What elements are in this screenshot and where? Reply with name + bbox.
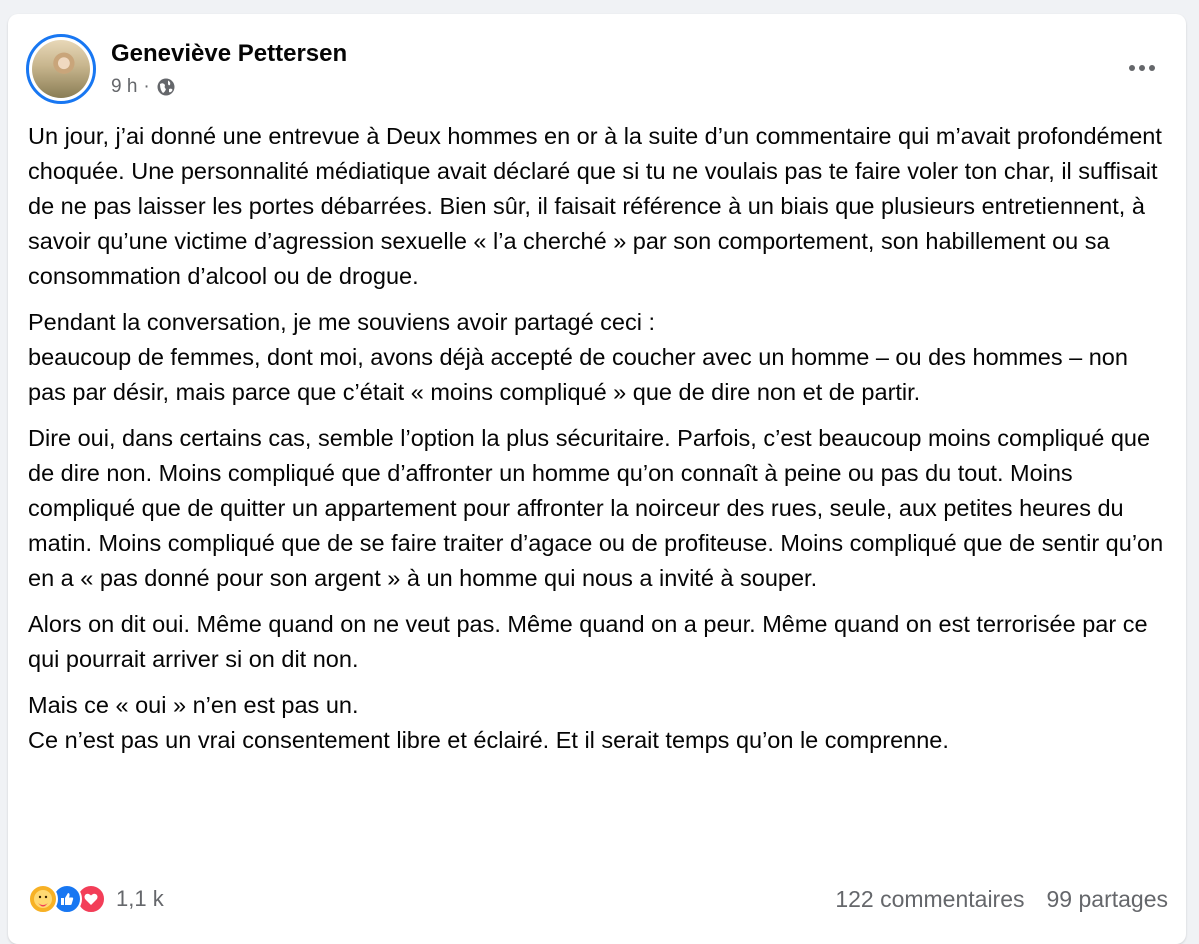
author-name[interactable]: Geneviève Pettersen	[111, 40, 348, 67]
globe-icon[interactable]	[156, 77, 176, 97]
post-card	[8, 14, 1186, 944]
comments-count[interactable]: 122 commentaires	[835, 885, 1025, 912]
reactions-summary[interactable]	[28, 884, 164, 914]
engagement-stats	[835, 886, 1168, 913]
post-text	[28, 119, 1168, 769]
avatar[interactable]	[26, 34, 96, 104]
dot	[1139, 65, 1145, 71]
dot	[1149, 65, 1155, 71]
post-meta	[111, 76, 176, 98]
post-paragraph-5: Mais ce « oui » n’en est pas un. Ce n’est pas un vrai consentement libre et éclairé. Et il serait temps qu’on le comprenne.	[28, 692, 949, 753]
care-icon	[28, 884, 58, 914]
post-footer	[28, 882, 1168, 916]
post-time[interactable]: 9 h	[111, 76, 138, 97]
dot	[1129, 65, 1135, 71]
meta-separator: ·	[143, 76, 150, 97]
reaction-count[interactable]: 1,1 k	[116, 886, 164, 911]
shares-count[interactable]: 99 partages	[1046, 885, 1168, 912]
profile-photo	[32, 40, 90, 98]
post-paragraph-2: Pendant la conversation, je me souviens avoir partagé ceci : beaucoup de femmes, dont moi, avons déjà accepté de coucher avec un homme – ou des hommes – non pas par désir, mais parce que c’était « moins compliqué » que de dire non et de partir.	[28, 309, 1128, 405]
more-options-button[interactable]	[1122, 58, 1162, 78]
post-paragraph-3: Dire oui, dans certains cas, semble l’option la plus sécuritaire. Parfois, c’est beaucoup moins compliqué que de dire non. Moins compliqué que d’affronter un homme qu’on connaît à peine ou pas du tout. Moins compliqué que de quitter un appartement pour affronter la noirceur des rues, seule, aux petites heures du matin. Moins compliqué que de se faire traiter d’agace ou de profiteuse. Moins compliqué que de sentir qu’on en a « pas donné pour son argent » à un homme qui nous a invité à souper.	[28, 425, 1164, 591]
post-paragraph-1: Un jour, j’ai donné une entrevue à Deux hommes en or à la suite d’un commentaire qui m’avait profondément choquée. Une personnalité médiatique avait déclaré que si tu ne voulais pas te faire voler ton char, il suffisait de ne pas laisser les portes débarrées. Bien sûr, il faisait référence à un biais que plusieurs entretiennent, à savoir qu’une victime d’agression sexuelle « l’a cherché » par son comportement, son habillement ou sa consommation d’alcool ou de drogue.	[28, 123, 1162, 289]
post-paragraph-4: Alors on dit oui. Même quand on ne veut pas. Même quand on a peur. Même quand on est terrorisée par ce qui pourrait arriver si on dit non.	[28, 611, 1148, 672]
